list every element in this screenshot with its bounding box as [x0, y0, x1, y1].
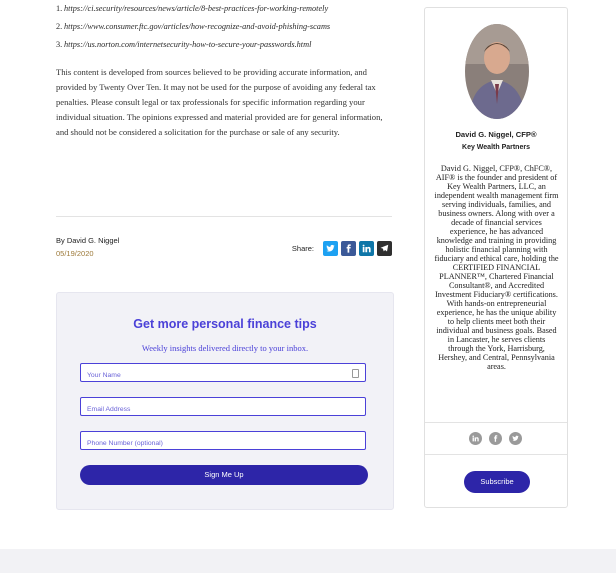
reference-link[interactable]: https://www.consumer.ftc.gov/articles/how-recognize-and-avoid-phishing-scams [64, 22, 331, 31]
facebook-icon [344, 244, 353, 253]
linkedin-link[interactable] [469, 432, 482, 445]
reference-item [56, 22, 392, 32]
author-portrait-image [465, 24, 529, 119]
share-linkedin-button[interactable] [359, 241, 374, 256]
name-input[interactable] [81, 367, 337, 384]
author-sidebar [424, 7, 568, 508]
share-facebook-button[interactable] [341, 241, 356, 256]
reference-item [56, 4, 392, 14]
reference-number: 1. [56, 4, 63, 13]
share-bar [292, 241, 392, 256]
author-photo [465, 24, 529, 119]
divider [425, 454, 567, 455]
reference-link[interactable]: https://ci.security/resources/news/article/8-best-practices-for-working-remotely [64, 4, 329, 13]
twitter-icon [326, 244, 335, 253]
divider [56, 216, 392, 217]
author-social-links [469, 432, 529, 445]
phone-field[interactable] [80, 431, 366, 450]
sign-me-up-button[interactable]: Sign Me Up [80, 465, 368, 485]
contact-card-icon [352, 369, 359, 378]
telegram-icon [380, 244, 389, 253]
twitter-icon [512, 435, 519, 442]
references-list [56, 4, 392, 50]
phone-input[interactable] [81, 435, 337, 452]
email-input[interactable] [81, 401, 337, 418]
twitter-link[interactable] [509, 432, 522, 445]
facebook-icon [492, 435, 499, 442]
subscribe-button[interactable]: Subscribe [464, 471, 530, 493]
post-meta [56, 236, 392, 260]
disclaimer-text: This content is developed from sources believed to be providing accurate information, and provided by Twenty Over Ten. It may not be used for the purpose of avoiding any federal tax penalties. Please consult legal or tax professionals for specific information regarding your individual situation. The opinions expressed and material provided are for general information, and should not be considered a solicitation for the purchase or sale of any security. [56, 67, 383, 137]
share-twitter-button[interactable] [323, 241, 338, 256]
name-field[interactable] [80, 363, 366, 382]
reference-link[interactable]: https://us.norton.com/internetsecurity-how-to-secure-your-passwords.html [64, 40, 312, 49]
share-label: Share: [291, 244, 314, 253]
facebook-link[interactable] [489, 432, 502, 445]
reference-number: 3. [56, 40, 63, 49]
reference-item [56, 40, 392, 50]
article-main [56, 0, 392, 258]
newsletter-subtitle: Weekly insights delivered directly to your inbox. [141, 343, 309, 353]
divider [425, 422, 567, 423]
author-company: Key Wealth Partners [462, 144, 530, 151]
linkedin-icon [362, 244, 371, 253]
post-date: 05/19/2020 [56, 249, 94, 258]
author-name: David G. Niggel, CFP® [455, 130, 537, 139]
author-bio: David G. Niggel, CFP®, ChFC®, AIF® is the founder and president of Key Wealth Partners, LLC, an independent wealth management firm serving individuals, families, and business owners. Along with over a decade of financial services experience, he has advanced knowledge and training in providing holistic financial planning with fiduciary and ethical care, holding the CERTIFIED FINANCIAL PLANNER™, Chartered Financial Consultant®, and Accredited Investment Fiduciary® certifications. With hands-on entrepreneurial experience, he has the unique ability to help clients meet both their individual and business goals. Based in Lancaster, he serves clients through the York, Harrisburg, Hershey, and Central, Pennsylvania areas. [434, 164, 559, 371]
reference-number: 2. [56, 22, 63, 31]
newsletter-panel [56, 292, 394, 510]
linkedin-icon [472, 435, 479, 442]
email-field[interactable] [80, 397, 366, 416]
newsletter-title: Get more personal finance tips [133, 317, 317, 331]
post-author: By David G. Niggel [56, 236, 120, 245]
share-telegram-button[interactable] [377, 241, 392, 256]
footer-band [0, 549, 616, 573]
